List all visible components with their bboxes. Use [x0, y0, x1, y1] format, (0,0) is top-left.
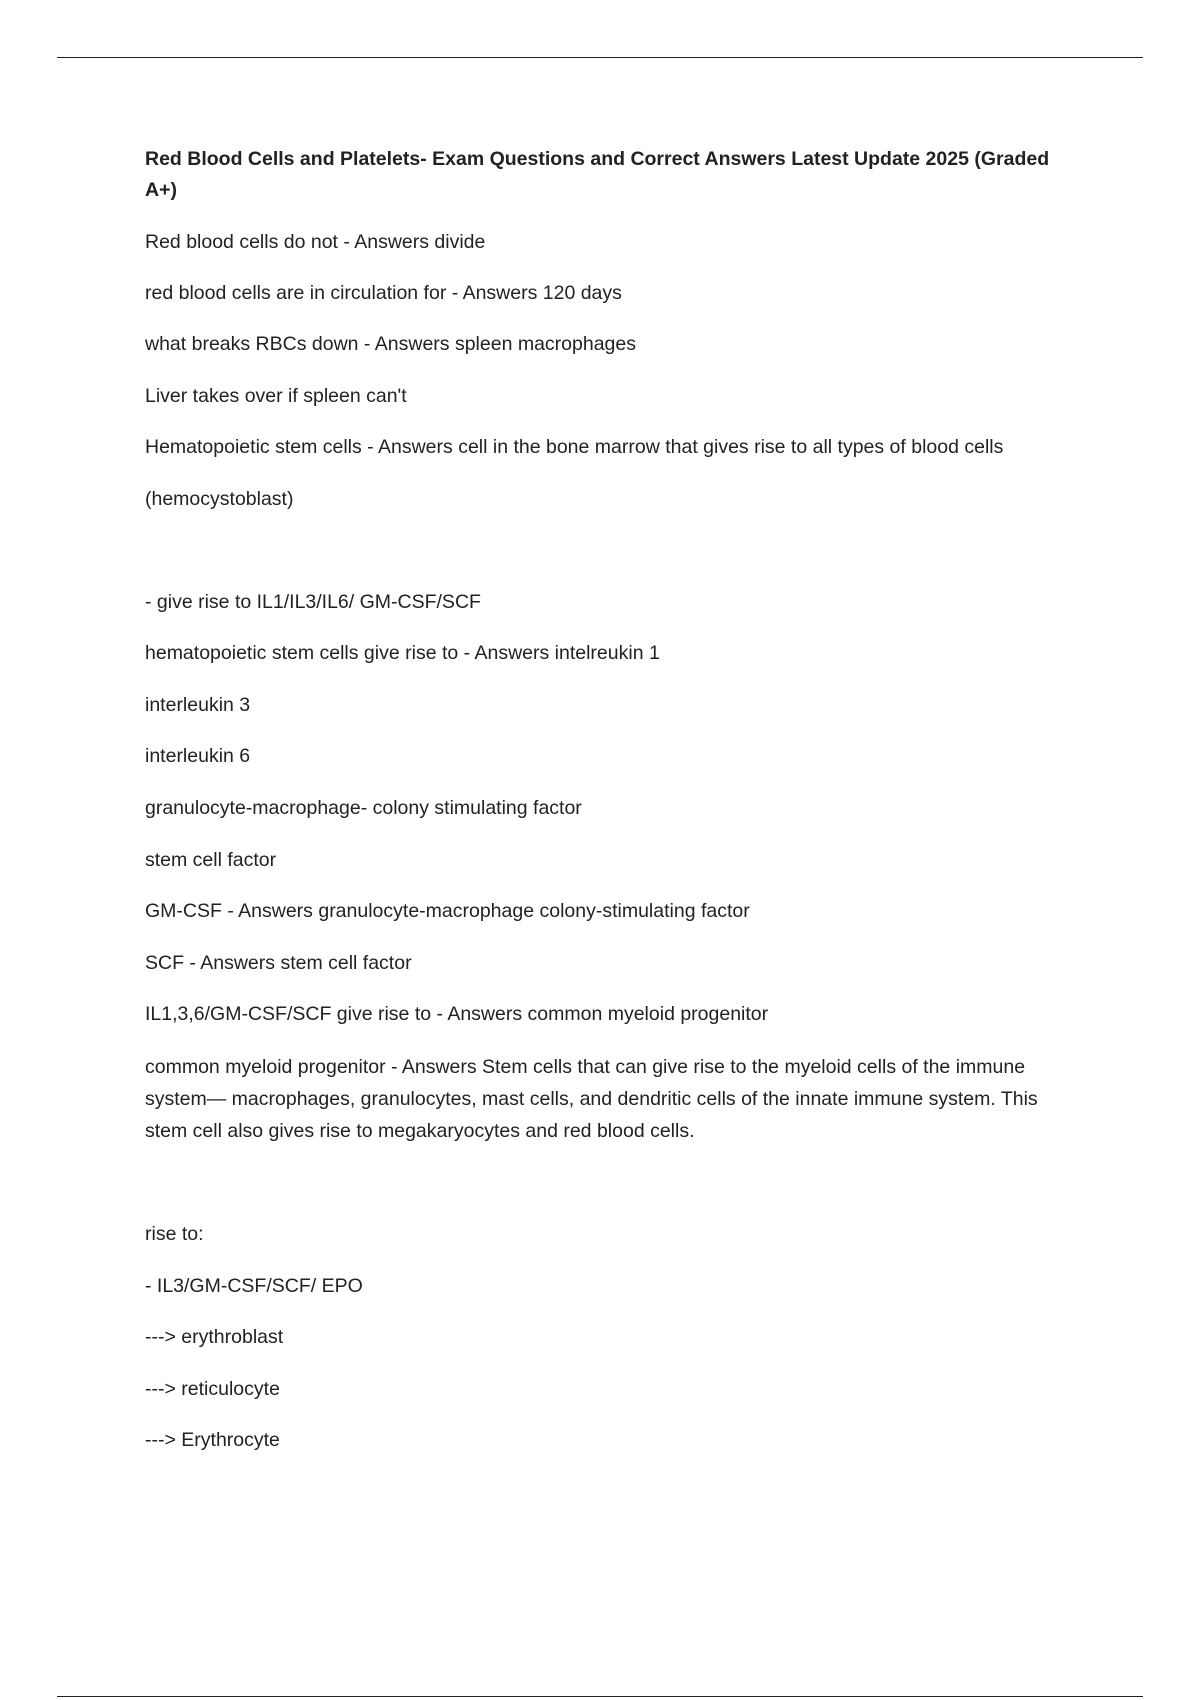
footer-rule	[57, 1696, 1143, 1697]
text-line: (hemocystoblast)	[145, 488, 294, 510]
text-line: - give rise to IL1/IL3/IL6/ GM-CSF/SCF	[145, 591, 481, 613]
text-line: IL1,3,6/GM-CSF/SCF give rise to - Answers common myeloid progenitor	[145, 1003, 769, 1025]
text-line: Red blood cells do not - Answers divide	[145, 231, 486, 253]
text-line: Liver takes over if spleen can't	[145, 385, 407, 407]
text-line: interleukin 6	[145, 745, 251, 767]
text-line: granulocyte-macrophage- colony stimulating factor	[145, 797, 582, 819]
text-paragraph: common myeloid progenitor - Answers Stem cells that can give rise to the myeloid cells of the immune system— macrophages, granulocytes, mast cells, and dendritic cells of the innate immune system. This stem cell also gives rise to megakaryocytes and red blood cells.	[145, 1056, 1038, 1142]
text-line: ---> Erythrocyte	[145, 1429, 280, 1451]
text-line: ---> reticulocyte	[145, 1378, 280, 1400]
text-line: GM-CSF - Answers granulocyte-macrophage colony-stimulating factor	[145, 900, 750, 922]
document-title: Red Blood Cells and Platelets- Exam Questions and Correct Answers Latest Update 2025 (Graded A+)	[145, 148, 1050, 201]
text-line: Hematopoietic stem cells - Answers cell in the bone marrow that gives rise to all types of blood cells	[145, 436, 1004, 458]
text-line: ---> erythroblast	[145, 1326, 284, 1348]
text-line: rise to:	[145, 1223, 204, 1245]
text-line: - IL3/GM-CSF/SCF/ EPO	[145, 1275, 363, 1297]
text-line: SCF - Answers stem cell factor	[145, 952, 412, 974]
document-body	[145, 144, 1085, 1476]
text-line: stem cell factor	[145, 849, 277, 871]
text-line: what breaks RBCs down - Answers spleen macrophages	[145, 333, 636, 355]
text-line: hematopoietic stem cells give rise to - Answers intelreukin 1	[145, 642, 660, 664]
text-line: interleukin 3	[145, 694, 251, 716]
header-rule	[57, 57, 1143, 58]
text-line: red blood cells are in circulation for - Answers 120 days	[145, 282, 622, 304]
